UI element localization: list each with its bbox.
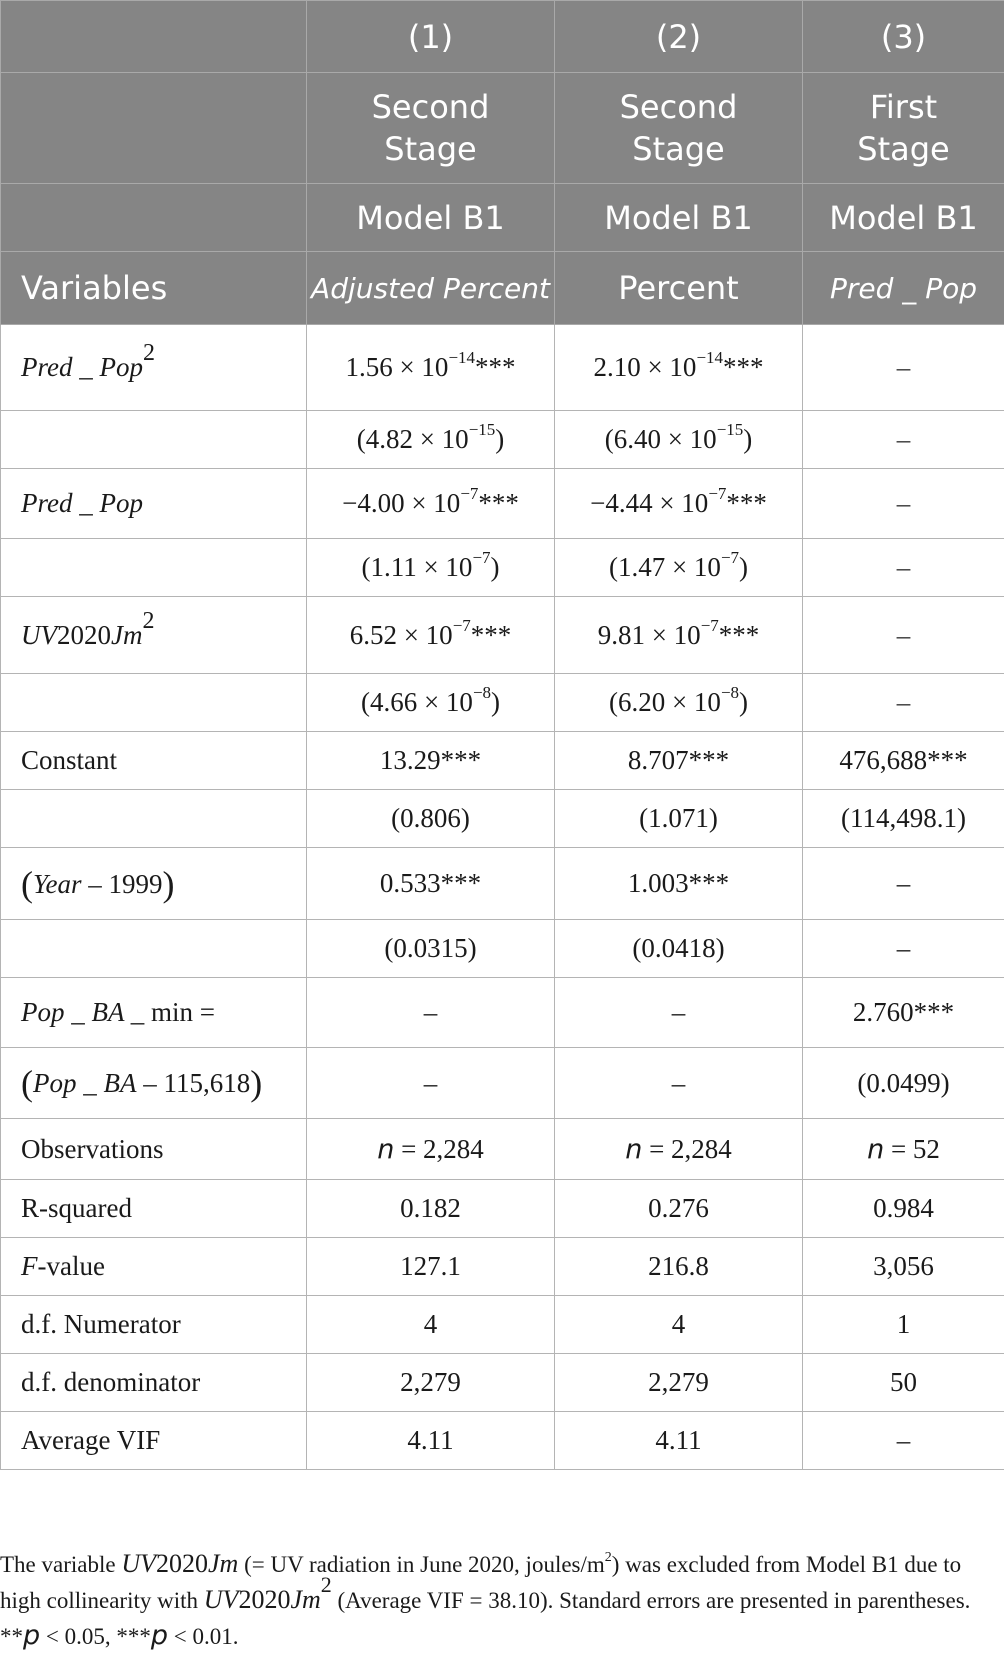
std-error-cell: – <box>307 1048 555 1119</box>
row-pred-pop <box>1 469 1004 539</box>
dependent-variable: Pred _ Pop <box>803 252 1004 325</box>
variables-heading: Variables <box>1 252 307 325</box>
coefficient-cell: – <box>803 469 1004 539</box>
coefficient-cell: $1.56 \times 10^{-14}***$ <box>307 325 555 411</box>
variable-label: Pred _ Pop$^2$ <box>1 325 307 411</box>
coefficient-cell: 0.533*** <box>307 848 555 920</box>
stat-value: 4 <box>307 1296 555 1354</box>
row-uv-squared-se <box>1 674 1004 732</box>
col-number: (1) <box>307 1 555 73</box>
stat-value: 2,279 <box>555 1354 803 1412</box>
header-row-variables <box>1 252 1004 325</box>
coefficient-cell: 8.707*** <box>555 732 803 790</box>
stat-value: 1 <box>803 1296 1004 1354</box>
empty-label-cell <box>1 411 307 469</box>
stat-value: 3,056 <box>803 1238 1004 1296</box>
variable-label: Pop _ BA _ min = <box>1 978 307 1048</box>
row-df-numerator <box>1 1296 1004 1354</box>
stat-value: n = 2,284 <box>555 1119 803 1180</box>
std-error-cell: $(6.40 \times 10^{-15})$ <box>555 411 803 469</box>
coefficient-cell: 476,688*** <box>803 732 1004 790</box>
header-row-stages <box>1 73 1004 184</box>
stat-value: 2,279 <box>307 1354 555 1412</box>
coefficient-cell: $2.10 \times 10^{-14}***$ <box>555 325 803 411</box>
stat-value: 127.1 <box>307 1238 555 1296</box>
header-row-models <box>1 184 1004 252</box>
empty-label-cell <box>1 539 307 597</box>
dependent-variable: Adjusted Percent <box>307 252 555 325</box>
std-error-cell: – <box>803 539 1004 597</box>
row-observations <box>1 1119 1004 1180</box>
coefficient-cell: 13.29*** <box>307 732 555 790</box>
row-year-se <box>1 920 1004 978</box>
coefficient-cell: $6.52 \times 10^{-7}***$ <box>307 597 555 674</box>
std-error-cell: $(1.11 \times 10^{-7})$ <box>307 539 555 597</box>
stat-value: n = 2,284 <box>307 1119 555 1180</box>
col-stage: Second Stage <box>555 73 803 184</box>
col-model: Model B1 <box>803 184 1004 252</box>
empty-label-cell <box>1 920 307 978</box>
stat-value: 0.984 <box>803 1180 1004 1238</box>
row-year <box>1 848 1004 920</box>
row-uv-squared <box>1 597 1004 674</box>
col-model: Model B1 <box>555 184 803 252</box>
stat-label: Average VIF <box>1 1412 307 1470</box>
coefficient-cell: – <box>803 325 1004 411</box>
stat-value: 4 <box>555 1296 803 1354</box>
col-number: (3) <box>803 1 1004 73</box>
stat-value: 4.11 <box>555 1412 803 1470</box>
header-empty-cell <box>1 73 307 184</box>
row-pop-ba-min-se <box>1 1048 1004 1119</box>
col-model: Model B1 <box>307 184 555 252</box>
std-error-cell: (114,498.1) <box>803 790 1004 848</box>
stat-value: 0.182 <box>307 1180 555 1238</box>
row-pop-ba-min <box>1 978 1004 1048</box>
row-df-denominator <box>1 1354 1004 1412</box>
row-f-value <box>1 1238 1004 1296</box>
col-number: (2) <box>555 1 803 73</box>
col-stage: First Stage <box>803 73 1004 184</box>
std-error-cell: $(6.20 \times 10^{-8})$ <box>555 674 803 732</box>
std-error-cell: – <box>803 411 1004 469</box>
coefficient-cell: – <box>803 597 1004 674</box>
coefficient-cell: – <box>803 848 1004 920</box>
variable-label-continued: (Pop _ BA – 115,618) <box>1 1048 307 1119</box>
variable-label: Constant <box>1 732 307 790</box>
variable-label: (Year – 1999) <box>1 848 307 920</box>
stat-label: d.f. denominator <box>1 1354 307 1412</box>
row-pred-pop-se <box>1 539 1004 597</box>
empty-label-cell <box>1 674 307 732</box>
stat-value: 4.11 <box>307 1412 555 1470</box>
stat-label: Observations <box>1 1119 307 1180</box>
coefficient-cell: $-4.44 \times 10^{-7}***$ <box>555 469 803 539</box>
std-error-cell: $(4.82 \times 10^{-15})$ <box>307 411 555 469</box>
coefficient-cell: 2.760*** <box>803 978 1004 1048</box>
std-error-cell: (0.0418) <box>555 920 803 978</box>
stat-value: – <box>803 1412 1004 1470</box>
coefficient-cell: $9.81 \times 10^{-7}***$ <box>555 597 803 674</box>
std-error-cell: (0.0499) <box>803 1048 1004 1119</box>
empty-label-cell <box>1 790 307 848</box>
row-constant <box>1 732 1004 790</box>
header-row-numbers <box>1 1 1004 73</box>
table-footnote: The variable UV2020Jm (= UV radiation in June 2020, joules/$m^2$) was excluded from Model B1 due to high collinearity with UV2020Jm$^2$ (Average VIF = 38.10). Standard errors are presented in parentheses. **p < 0.05, ***p < 0.01. <box>0 1549 971 1651</box>
std-error-cell: – <box>555 1048 803 1119</box>
stat-label: F-value <box>1 1238 307 1296</box>
col-stage: Second Stage <box>307 73 555 184</box>
std-error-cell: (0.806) <box>307 790 555 848</box>
coefficient-cell: 1.003*** <box>555 848 803 920</box>
coefficient-cell: $-4.00 \times 10^{-7}***$ <box>307 469 555 539</box>
std-error-cell: $(4.66 \times 10^{-8})$ <box>307 674 555 732</box>
dependent-variable: Percent <box>555 252 803 325</box>
std-error-cell: – <box>803 674 1004 732</box>
variable-label: UV2020Jm$^2$ <box>1 597 307 674</box>
stat-value: n = 52 <box>803 1119 1004 1180</box>
std-error-cell: (0.0315) <box>307 920 555 978</box>
row-constant-se <box>1 790 1004 848</box>
header-empty-cell <box>1 184 307 252</box>
stat-label: d.f. Numerator <box>1 1296 307 1354</box>
std-error-cell: – <box>803 920 1004 978</box>
row-average-vif <box>1 1412 1004 1470</box>
stat-label: R-squared <box>1 1180 307 1238</box>
stat-value: 216.8 <box>555 1238 803 1296</box>
coefficient-cell: – <box>307 978 555 1048</box>
std-error-cell: (1.071) <box>555 790 803 848</box>
row-pred-pop-squared <box>1 325 1004 411</box>
row-pred-pop-squared-se <box>1 411 1004 469</box>
std-error-cell: $(1.47 \times 10^{-7})$ <box>555 539 803 597</box>
header-empty-cell <box>1 1 307 73</box>
stat-value: 50 <box>803 1354 1004 1412</box>
row-r-squared <box>1 1180 1004 1238</box>
stat-value: 0.276 <box>555 1180 803 1238</box>
coefficient-cell: – <box>555 978 803 1048</box>
variable-label: Pred _ Pop <box>1 469 307 539</box>
